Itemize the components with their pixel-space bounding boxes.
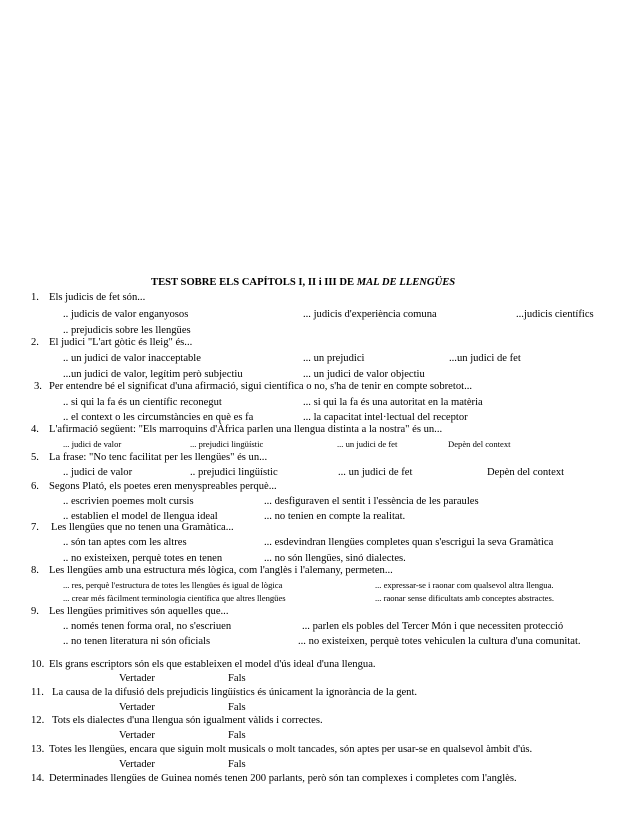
q1-number: 1. [31,292,39,303]
q2-option-2[interactable]: ... un prejudici [303,353,365,364]
q3-option-4[interactable]: ... la capacitat intel·lectual del receptor [303,412,468,423]
q8-option-3[interactable]: ... crear més fàcilment terminologia científica que altres llengües [63,593,286,603]
q10-false-option[interactable]: Fals [228,673,246,684]
q1-option-1[interactable]: .. judicis de valor enganyosos [63,309,189,320]
q9-option-1[interactable]: .. només tenen forma oral, no s'escriuen [63,621,232,632]
q3-number: 3. [34,381,42,392]
q5-option-3[interactable]: ... un judici de fet [338,467,413,478]
q7-option-2[interactable]: ... esdevindran llengües completes quan s'escrigui la seva Gramàtica [264,537,554,548]
q4-option-1[interactable]: ... judici de valor [63,439,122,449]
q5-option-2[interactable]: .. prejudici lingüístic [190,467,278,478]
q13-number: 13. [31,744,45,755]
q12-text: Tots els dialectes d'una llengua són igualment vàlids i correctes. [52,715,323,726]
q10-number: 10. [31,659,45,670]
q10-true-option[interactable]: Vertader [119,673,155,684]
q8-option-2[interactable]: ... expressar-se i raonar com qualsevol altra llengua. [375,580,554,590]
q7-option-4[interactable]: ... no són llengües, sinó dialectes. [264,553,406,564]
q7-text: Les llengües que no tenen una Gramàtica... [51,522,234,533]
q2-text: El judici "L'art gòtic és lleig" és... [49,337,193,348]
title-main: TEST SOBRE ELS CAPÍTOLS I, II i III DE [151,277,357,288]
q3-option-1[interactable]: .. si qui la fa és un científic reconegut [63,397,222,408]
q9-number: 9. [31,606,39,617]
q6-option-1[interactable]: .. escrivien poemes molt cursis [63,496,194,507]
q8-text: Les llengües amb una estructura més lògica, com l'anglès i l'alemany, permeten... [49,565,393,576]
q8-option-4[interactable]: ... raonar sense dificultats amb conceptes abstractes. [375,593,554,603]
q1-text: Els judicis de fet són... [49,292,146,303]
q5-text: La frase: "No tenc facilitat per les llengües" és un... [49,452,268,463]
q3-text: Per entendre bé el significat d'una afirmació, sigui científica o no, s'ha de tenir en compte sobretot... [49,381,473,392]
q5-option-1[interactable]: .. judici de valor [63,467,133,478]
q7-option-3[interactable]: .. no existeixen, perquè totes en tenen [63,553,223,564]
title-book: MAL DE LLENGÜES [356,277,456,288]
q6-option-3[interactable]: .. establien el model de llengua ideal [63,511,218,522]
q11-true-option[interactable]: Vertader [119,702,155,713]
q12-true-option[interactable]: Vertader [119,730,155,741]
q2-option-5[interactable]: ... un judici de valor objectiu [303,369,425,380]
q9-option-3[interactable]: .. no tenen literatura ni són oficials [63,636,211,647]
q9-option-4[interactable]: ... no existeixen, perquè totes vehiculen la cultura d'una comunitat. [298,636,581,647]
q4-text: L'afirmació següent: "Els marroquins d'Àfrica parlen una llengua distinta a la nostra" és un... [49,424,443,435]
q5-option-4[interactable]: Depèn del context [487,467,565,478]
q13-false-option[interactable]: Fals [228,759,246,770]
q5-number: 5. [31,452,39,463]
q3-option-2[interactable]: ... si qui la fa és una autoritat en la matèria [303,397,483,408]
q9-text: Les llengües primitives són aquelles que... [49,606,229,617]
q1-option-4[interactable]: .. prejudicis sobre les llengües [63,325,191,336]
q9-option-2[interactable]: ... parlen els pobles del Tercer Món i que necessiten protecció [302,621,564,632]
q2-option-3[interactable]: ...un judici de fet [449,353,521,364]
q1-option-3[interactable]: ...judicis científics [516,309,594,320]
q4-option-4[interactable]: Depèn del context [448,439,511,449]
q6-number: 6. [31,481,39,492]
q2-number: 2. [31,337,39,348]
q7-number: 7. [31,522,39,533]
q4-option-2[interactable]: ... prejudici lingüístic [190,439,264,449]
q12-false-option[interactable]: Fals [228,730,246,741]
q11-false-option[interactable]: Fals [228,702,246,713]
q8-option-1[interactable]: ... res, perquè l'estructura de totes les llengües és igual de lògica [63,580,283,590]
q2-option-1[interactable]: .. un judici de valor inacceptable [63,353,201,364]
q13-true-option[interactable]: Vertader [119,759,155,770]
q2-option-4[interactable]: ...un judici de valor, legítim però subjectiu [63,369,243,380]
q11-text: La causa de la difusió dels prejudicis lingüístics és únicament la ignorància de la gent. [52,687,418,698]
q6-option-4[interactable]: ... no tenien en compte la realitat. [264,511,406,522]
q10-text: Els grans escriptors són els que estableixen el model d'ús ideal d'una llengua. [49,659,376,670]
q14-text: Determinades llengües de Guinea només tenen 200 parlants, però són tan complexes i completes com l'anglès. [49,773,517,784]
q14-number: 14. [31,773,45,784]
q1-option-2[interactable]: ... judicis d'experiència comuna [303,309,437,320]
test-title [151,278,455,289]
q8-number: 8. [31,565,39,576]
q3-option-3[interactable]: .. el context o les circumstàncies en què es fa [63,412,254,423]
q4-option-3[interactable]: ... un judici de fet [337,439,398,449]
q4-number: 4. [31,424,39,435]
q13-text: Totes les llengües, encara que siguin molt musicals o molt tancades, són aptes per usar-se en qualsevol àmbit d'ús. [49,744,533,755]
q6-option-2[interactable]: ... desfiguraven el sentit i l'essència de les paraules [264,496,479,507]
q12-number: 12. [31,715,45,726]
q7-option-1[interactable]: .. són tan aptes com les altres [63,537,187,548]
q6-text: Segons Plató, els poetes eren menyspreables perquè... [49,481,277,492]
q11-number: 11. [31,687,44,698]
